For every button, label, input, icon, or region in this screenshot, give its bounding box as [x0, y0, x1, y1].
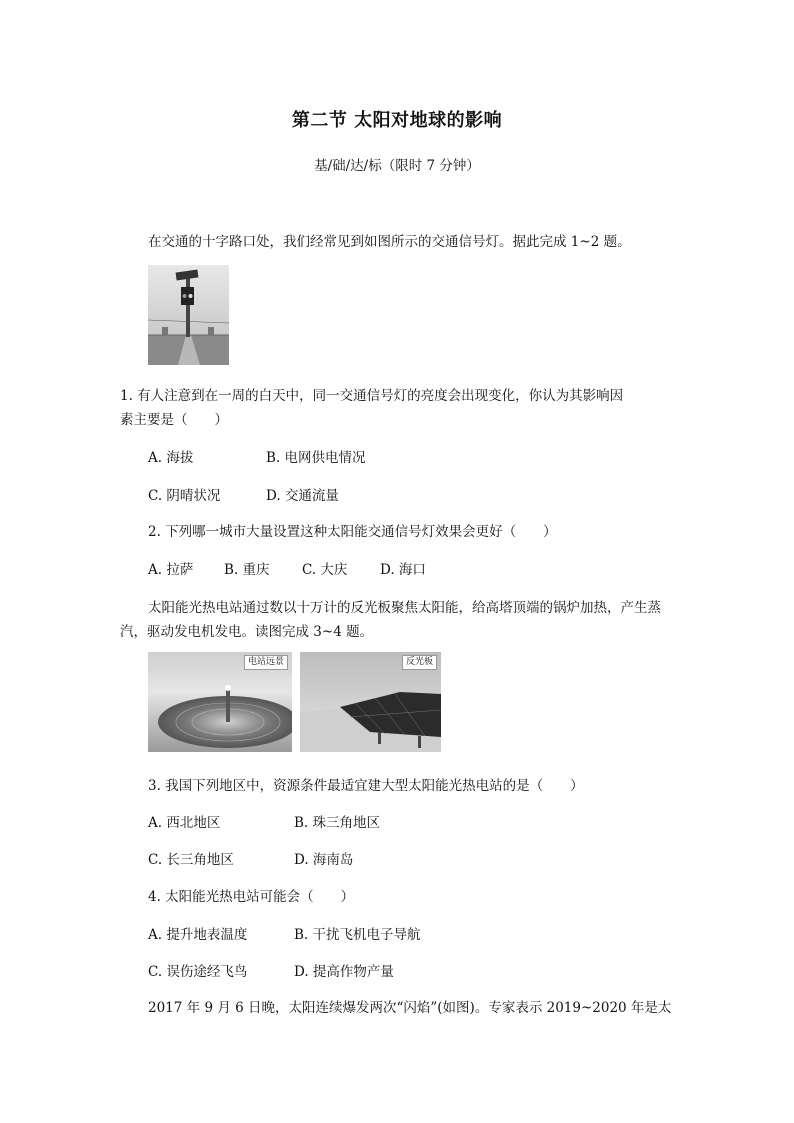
reflector-panel-photo [300, 652, 441, 752]
q4-text: 4. 太阳能光热电站可能会（ ） [148, 889, 355, 905]
panel-photo-label: 反光板 [402, 655, 437, 670]
q1-option-d: D. 交通流量 [266, 488, 339, 504]
q3-option-d: D. 海南岛 [294, 852, 354, 868]
q2-option-a: A. 拉萨 [148, 562, 194, 578]
page-title: 第二节 太阳对地球的影响 [291, 110, 503, 131]
q3-option-a: A. 西北地区 [148, 815, 221, 831]
q3-option-c: C. 长三角地区 [148, 852, 234, 868]
intro-traffic-light: 在交通的十字路口处，我们经常见到如图所示的交通信号灯。据此完成 1~2 题。 [148, 234, 631, 250]
power-station-photo [148, 652, 292, 752]
page-subtitle: 基/础/达/标（限时 7 分钟） [314, 158, 480, 174]
intro-solar-line1: 太阳能光热电站通过数以十万计的反光板聚焦太阳能，给高塔顶端的锅炉加热，产生蒸 [148, 600, 661, 616]
q2-option-c: C. 大庆 [302, 562, 348, 578]
q3-text: 3. 我国下列地区中，资源条件最适宜建大型太阳能光热电站的是（ ） [148, 778, 584, 794]
q2-option-d: D. 海口 [380, 562, 426, 578]
q4-option-d: D. 提高作物产量 [294, 964, 394, 980]
intro-solar-line2: 汽，驱动发电机发电。读图完成 3~4 题。 [120, 624, 374, 640]
q1-text-line1: 1. 有人注意到在一周的白天中，同一交通信号灯的亮度会出现变化，你认为其影响因 [120, 388, 624, 404]
traffic-light-photo [148, 265, 229, 365]
q1-option-b: B. 电网供电情况 [266, 450, 366, 466]
q2-option-b: B. 重庆 [224, 562, 270, 578]
q1-option-a: A. 海拔 [148, 450, 194, 466]
station-photo-label: 电站远景 [244, 655, 288, 670]
q4-option-c: C. 误伤途经飞鸟 [148, 964, 248, 980]
q4-option-b: B. 干扰飞机电子导航 [294, 927, 421, 943]
intro-solar-flare: 2017 年 9 月 6 日晚，太阳连续爆发两次“闪焰”(如图)。专家表示 2019~2020 年是太 [148, 1000, 672, 1016]
q2-text: 2. 下列哪一城市大量设置这种太阳能交通信号灯效果会更好（ ） [148, 524, 557, 540]
q1-text-line2: 素主要是（ ） [120, 412, 228, 428]
q3-option-b: B. 珠三角地区 [294, 815, 381, 831]
q4-option-a: A. 提升地表温度 [148, 927, 248, 943]
q1-option-c: C. 阴晴状况 [148, 488, 221, 504]
